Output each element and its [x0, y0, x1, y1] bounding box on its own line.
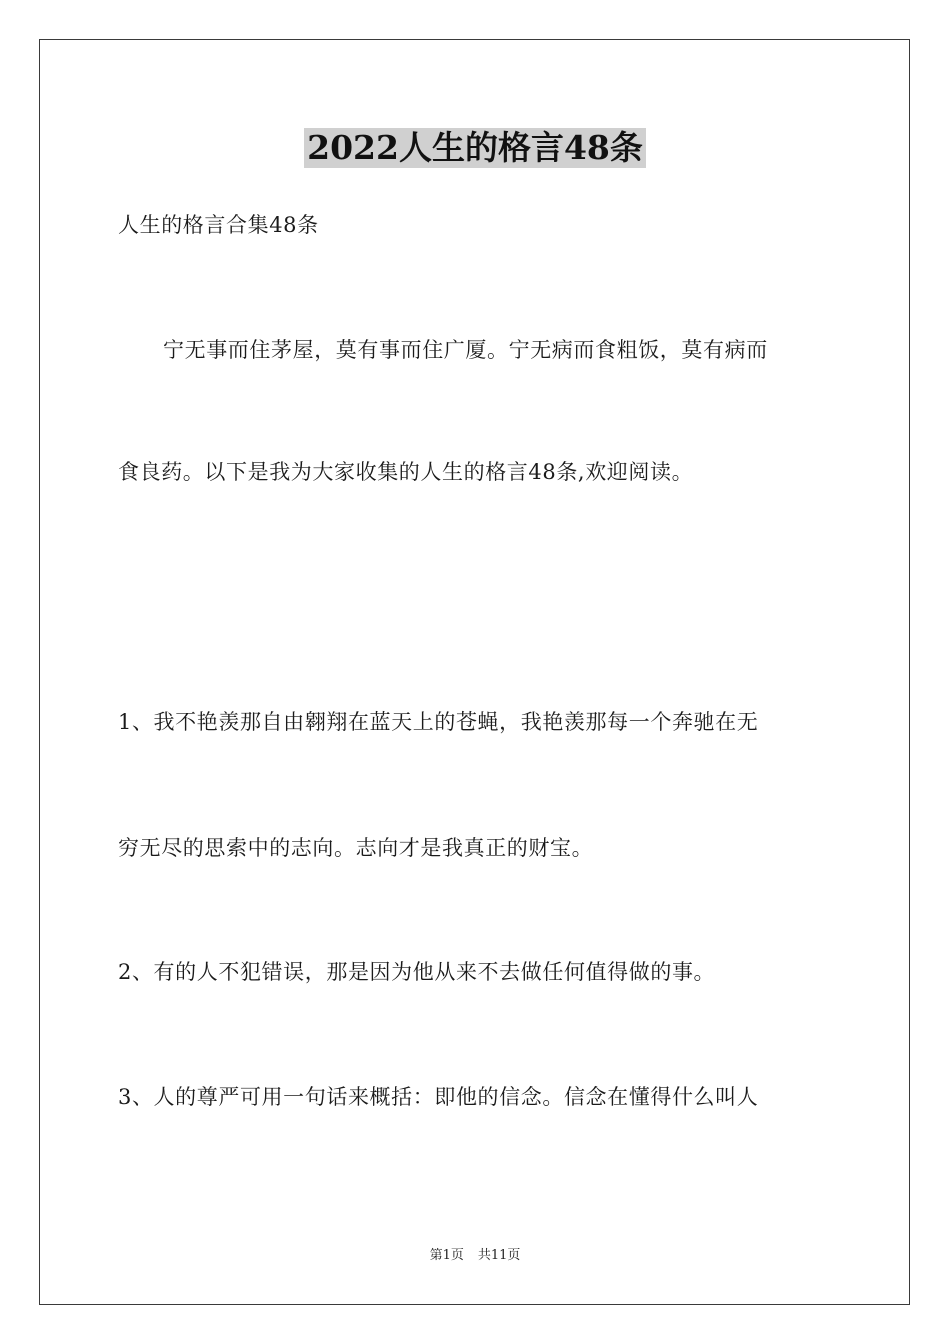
document-title: 2022人生的格言48条: [304, 128, 646, 168]
list-item-line: 3、人的尊严可用一句话来概括：即他的信念。信念在懂得什么叫人: [118, 1085, 759, 1109]
intro-line: 食良药。以下是我为大家收集的人生的格言48条,欢迎阅读。: [118, 460, 694, 484]
page-total: 共11页: [477, 1248, 521, 1263]
title-container: [0, 128, 950, 168]
page-number: 第1页: [429, 1248, 464, 1263]
list-item-line: 2、有的人不犯错误，那是因为他从来不去做任何值得做的事。: [118, 960, 716, 984]
page-footer: [0, 1247, 950, 1265]
document-subtitle: 人生的格言合集48条: [118, 213, 319, 237]
intro-line: 宁无事而住茅屋，莫有事而住广厦。宁无病而食粗饭，莫有病而: [163, 338, 768, 362]
list-item-line: 1、我不艳羡那自由翱翔在蓝天上的苍蝇，我艳羡那每一个奔驰在无: [118, 710, 759, 734]
list-item-line: 穷无尽的思索中的志向。志向才是我真正的财宝。: [118, 836, 594, 860]
